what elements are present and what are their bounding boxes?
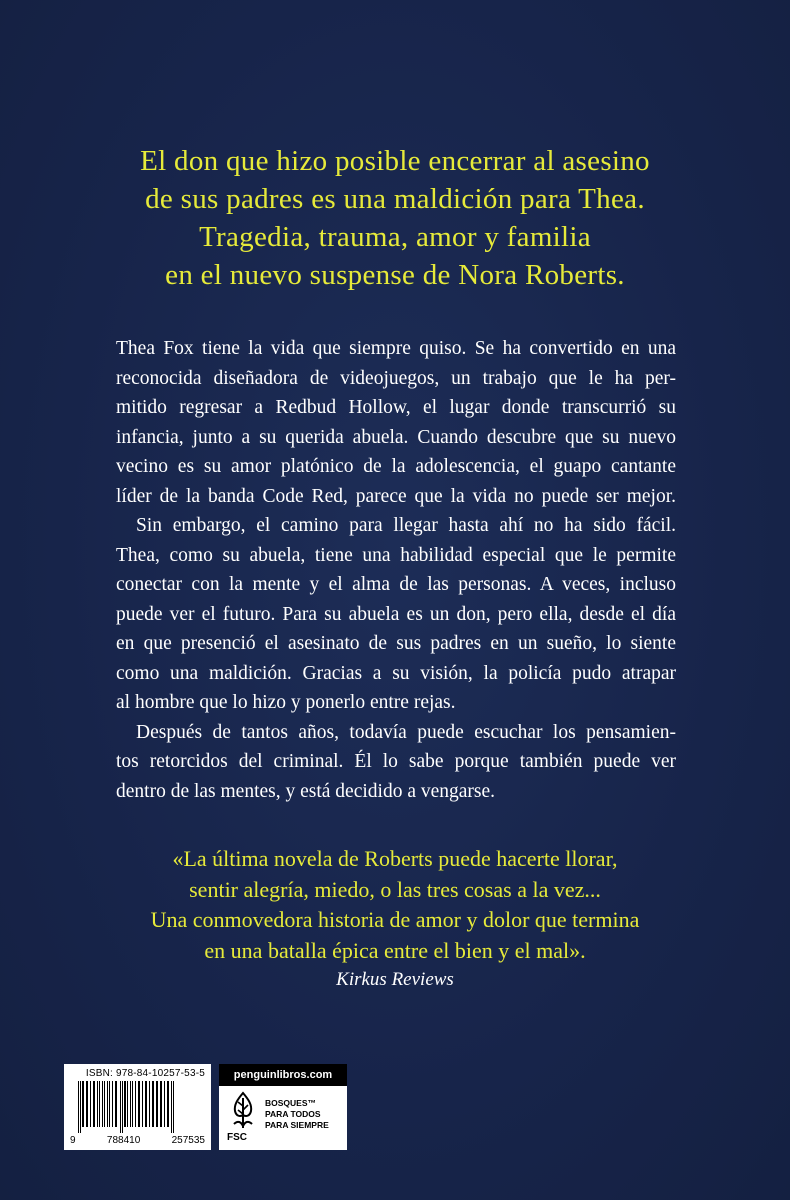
barcode-digit-group: 788410 <box>106 1135 141 1146</box>
synopsis-line: como una maldición. Gracias a su visión, la policía pudo atrapar <box>116 662 676 684</box>
barcode-digit-group: 9 <box>70 1135 76 1146</box>
fsc-label: FSC <box>227 1132 247 1143</box>
barcode-bar <box>127 1081 128 1127</box>
review-quote <box>60 844 730 994</box>
tagline-line: de sus padres es una maldición para Thea. <box>145 183 645 215</box>
synopsis <box>116 334 676 806</box>
fsc-slogan-line: PARA TODOS <box>265 1109 321 1119</box>
barcode-bar <box>78 1081 79 1133</box>
barcode-bar <box>112 1081 113 1127</box>
synopsis-line: en que presenció el asesinato de sus padres en un sueño, lo siente <box>116 633 676 654</box>
barcode-bar <box>145 1081 147 1127</box>
barcode-bars <box>70 1081 205 1133</box>
synopsis-line: Thea Fox tiene la vida que siempre quiso. Se ha convertido en una <box>116 338 676 359</box>
quote-source: Kirkus Reviews <box>336 969 454 990</box>
synopsis-line: conectar con la mente y el alma de las personas. A veces, incluso <box>116 574 676 595</box>
publisher-logos <box>219 1064 347 1150</box>
barcode-bar <box>82 1081 84 1127</box>
synopsis-line: Después de tantos años, todavía puede escuchar los pensamien- <box>136 721 676 743</box>
barcode-bar <box>120 1081 121 1133</box>
barcode-bar <box>138 1081 140 1127</box>
barcode-bar <box>171 1081 172 1133</box>
synopsis-line: puede ver el futuro. Para su abuela es un don, pero ella, desde el día <box>116 603 676 625</box>
synopsis-line: mitido regresar a Redbud Hollow, el lugar donde transcurrió su <box>116 397 676 418</box>
barcode-bar <box>109 1081 110 1127</box>
barcode <box>64 1064 211 1150</box>
barcode-bar <box>130 1081 131 1127</box>
synopsis-line: infancia, junto a su querida abuela. Cuando descubre que su nuevo <box>116 426 676 448</box>
barcode-bar <box>135 1081 136 1127</box>
tagline-line: El don que hizo posible encerrar al asesino <box>140 145 650 177</box>
barcode-bar <box>156 1081 158 1127</box>
synopsis-line: líder de la banda Code Red, parece que la vida no puede ser mejor. <box>116 485 676 507</box>
barcode-bar <box>90 1081 91 1127</box>
barcode-bar <box>93 1081 95 1127</box>
barcode-bar <box>115 1081 117 1127</box>
barcode-bar <box>97 1081 98 1127</box>
barcode-bar <box>142 1081 143 1127</box>
quote-line: en una batalla épica entre el bien y el mal». <box>204 937 586 963</box>
barcode-bar <box>160 1081 162 1127</box>
synopsis-line: vecino es su amor platónico de la adolescencia, el guapo cantante <box>116 456 676 477</box>
fsc-slogan <box>265 1098 329 1131</box>
publisher-website: penguinlibros.com <box>219 1064 347 1086</box>
fsc-slogan-line: PARA SIEMPRE <box>265 1120 329 1130</box>
isbn-label: ISBN: 978-84-10257-53-5 <box>85 1068 205 1079</box>
barcode-bar <box>86 1081 88 1127</box>
fsc-slogan-line: BOSQUES™ <box>265 1098 317 1108</box>
synopsis-line: Sin embargo, el camino para llegar hasta ahí no ha sido fácil. <box>136 515 676 536</box>
tagline-line: en el nuevo suspense de Nora Roberts. <box>165 259 625 291</box>
barcode-bar <box>132 1081 133 1127</box>
tagline-line: Tragedia, trauma, amor y familia <box>199 221 591 253</box>
fsc-tree-icon <box>229 1090 257 1134</box>
tagline <box>60 142 730 294</box>
synopsis-line: dentro de las mentes, y está decidido a vengarse. <box>116 780 496 802</box>
barcode-bar <box>173 1081 174 1133</box>
synopsis-line: reconocida diseñadora de videojuegos, un trabajo que le ha per- <box>116 367 676 389</box>
barcode-bar <box>80 1081 81 1133</box>
barcode-bar <box>104 1081 105 1127</box>
synopsis-line: tos retorcidos del criminal. Él lo sabe porque también puede ver <box>116 751 676 772</box>
quote-line: «La última novela de Roberts puede hacerte llorar, <box>172 846 618 871</box>
barcode-bar <box>102 1081 103 1127</box>
barcode-bar <box>167 1081 169 1127</box>
barcode-bar <box>149 1081 150 1127</box>
barcode-bar <box>124 1081 126 1127</box>
barcode-digits <box>70 1135 205 1146</box>
synopsis-line: Thea, como su abuela, tiene una habilidad especial que le permite <box>116 544 676 566</box>
barcode-digit-group: 257535 <box>171 1135 205 1146</box>
barcode-bar <box>107 1081 108 1127</box>
barcode-bar <box>164 1081 165 1127</box>
synopsis-line: al hombre que lo hizo y ponerlo entre rejas. <box>116 692 456 713</box>
quote-line: Una conmovedora historia de amor y dolor que termina <box>150 907 640 932</box>
barcode-bar <box>122 1081 123 1133</box>
barcode-bar <box>99 1081 100 1127</box>
quote-line: sentir alegría, miedo, o las tres cosas a la vez... <box>189 876 601 902</box>
barcode-bar <box>152 1081 154 1127</box>
